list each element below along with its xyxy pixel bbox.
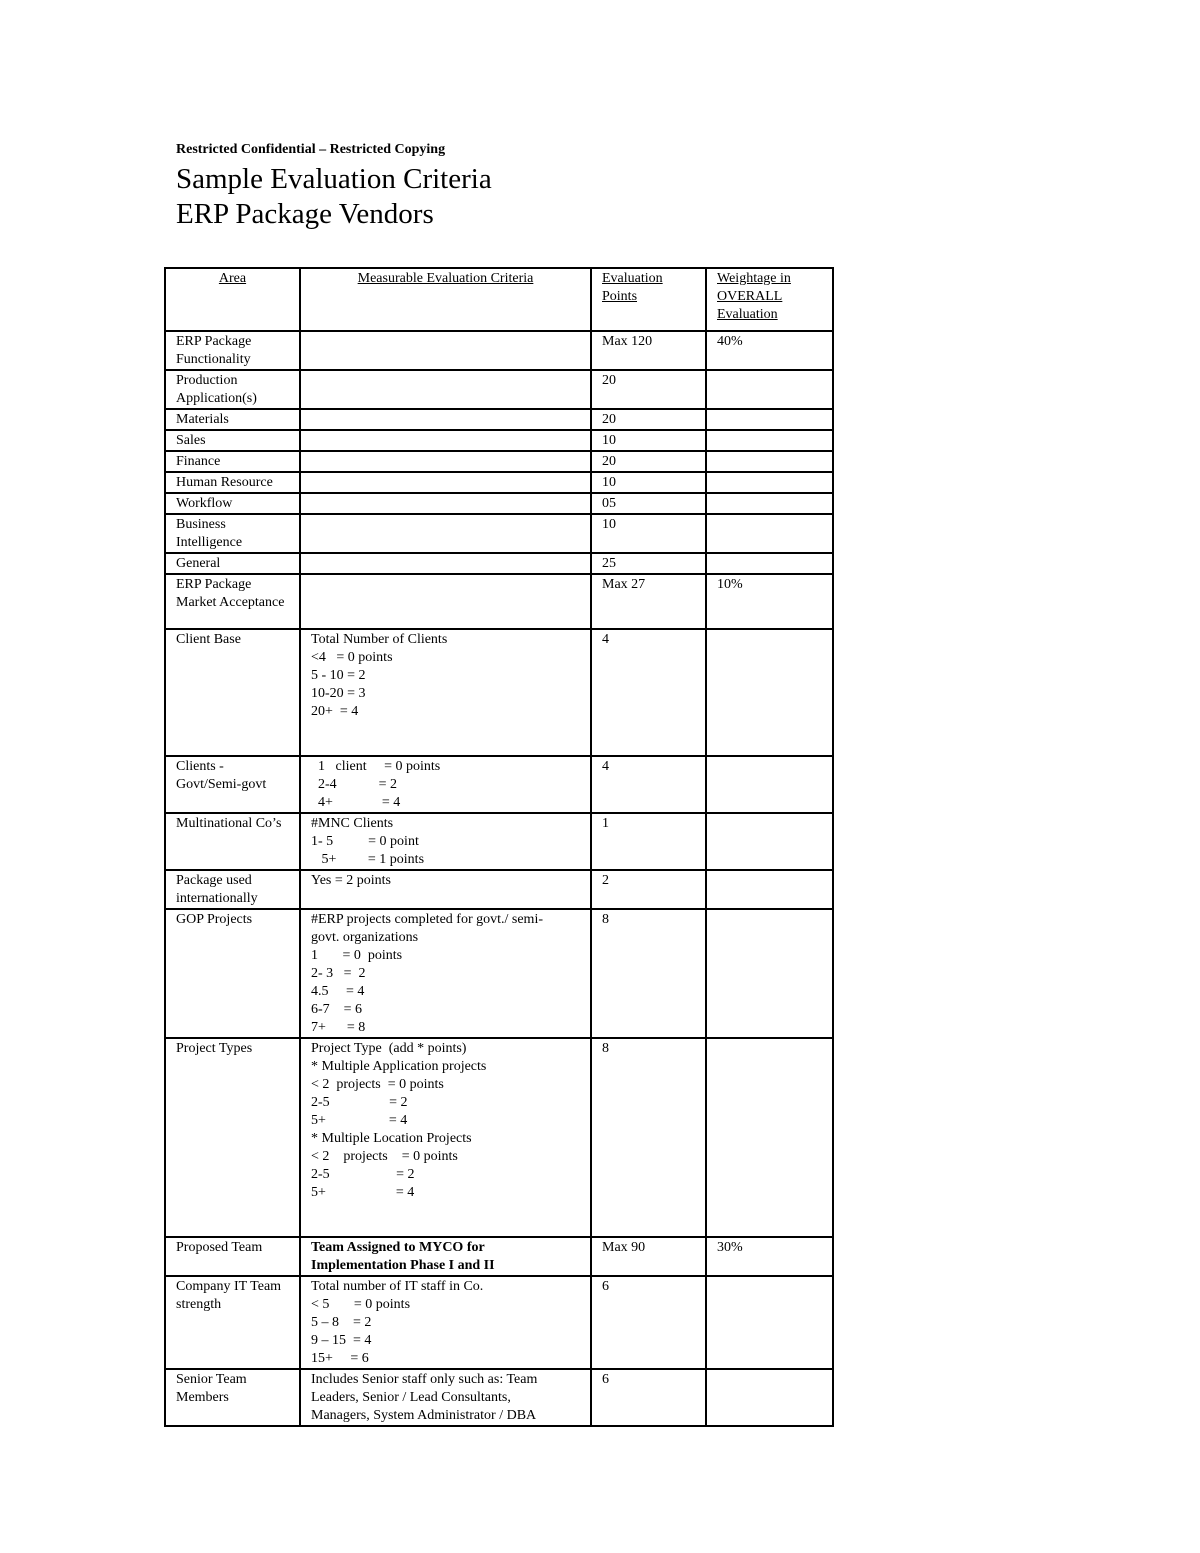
cell-area: Proposed Team [165, 1237, 300, 1276]
table-row [165, 409, 833, 430]
criteria-line: 5+ = 4 [311, 1113, 408, 1128]
criteria-line: 1 client = 0 points [311, 759, 441, 774]
cell-area: Package used internationally [165, 870, 300, 909]
criteria-line: govt. organizations [311, 930, 419, 945]
criteria-line: 2-5 = 2 [311, 1167, 415, 1182]
cell-points: Max 27 [591, 574, 706, 629]
table-row [165, 909, 833, 1038]
cell-criteria [300, 1276, 591, 1369]
cell-area: Workflow [165, 493, 300, 514]
cell-criteria [300, 1038, 591, 1237]
cell-area: Finance [165, 451, 300, 472]
criteria-line: Managers, System Administrator / DBA [311, 1408, 537, 1423]
cell-criteria [300, 909, 591, 1038]
criteria-line: Leaders, Senior / Lead Consultants, [311, 1390, 511, 1405]
cell-area: GOP Projects [165, 909, 300, 1038]
cell-criteria [300, 331, 591, 370]
criteria-line: 4+ = 4 [311, 795, 401, 810]
table-row [165, 756, 833, 813]
cell-criteria [300, 430, 591, 451]
criteria-line: 6-7 = 6 [311, 1002, 363, 1017]
cell-points: 10 [591, 514, 706, 553]
cell-weightage [706, 553, 833, 574]
cell-points: 6 [591, 1369, 706, 1426]
criteria-line: 2-5 = 2 [311, 1095, 408, 1110]
cell-weightage [706, 1276, 833, 1369]
cell-criteria [300, 1369, 591, 1426]
cell-points: 05 [591, 493, 706, 514]
table-row [165, 1369, 833, 1426]
criteria-line: 5 - 10 = 2 [311, 668, 366, 683]
cell-weightage: 10% [706, 574, 833, 629]
criteria-line: 5+ = 4 [311, 1185, 415, 1200]
table-row [165, 430, 833, 451]
criteria-line: Includes Senior staff only such as: Team [311, 1372, 538, 1387]
table-row [165, 574, 833, 629]
criteria-line: Total number of IT staff in Co. [311, 1279, 484, 1294]
criteria-line: 7+ = 8 [311, 1020, 366, 1035]
cell-weightage [706, 514, 833, 553]
table-row [165, 514, 833, 553]
cell-weightage [706, 472, 833, 493]
cell-weightage [706, 451, 833, 472]
cell-points: 20 [591, 409, 706, 430]
criteria-line: 1- 5 = 0 point [311, 834, 419, 849]
criteria-line: Total Number of Clients [311, 632, 448, 647]
cell-points: 10 [591, 430, 706, 451]
cell-criteria [300, 451, 591, 472]
criteria-line: 2-4 = 2 [311, 777, 398, 792]
confidential-notice: Restricted Confidential – Restricted Copying [176, 142, 446, 157]
criteria-line: 1 = 0 points [311, 948, 403, 963]
column-header-weightage: Weightage in OVERALL Evaluation [706, 268, 833, 331]
cell-points: 2 [591, 870, 706, 909]
cell-area: General [165, 553, 300, 574]
criteria-line: 9 – 15 = 4 [311, 1333, 372, 1348]
criteria-line: 2- 3 = 2 [311, 966, 366, 981]
cell-weightage [706, 370, 833, 409]
column-header-points: Evaluation Points [591, 268, 706, 331]
column-header-area: Area [165, 268, 300, 331]
cell-area: Senior Team Members [165, 1369, 300, 1426]
cell-area: ERP Package Functionality [165, 331, 300, 370]
criteria-line: Implementation Phase I and II [311, 1258, 495, 1273]
criteria-line: 5+ = 1 points [311, 852, 425, 867]
cell-area: Materials [165, 409, 300, 430]
criteria-line: <4 = 0 points [311, 650, 393, 665]
cell-area: Human Resource [165, 472, 300, 493]
document-title-line1: Sample Evaluation Criteria [176, 163, 492, 195]
cell-points: Max 120 [591, 331, 706, 370]
cell-area: Clients - Govt/Semi-govt [165, 756, 300, 813]
cell-area: Production Application(s) [165, 370, 300, 409]
column-header-criteria: Measurable Evaluation Criteria [300, 268, 591, 331]
criteria-line: < 2 projects = 0 points [311, 1149, 458, 1164]
cell-area: Business Intelligence [165, 514, 300, 553]
cell-weightage [706, 756, 833, 813]
table-row [165, 1237, 833, 1276]
table-row [165, 870, 833, 909]
criteria-line: * Multiple Application projects [311, 1059, 487, 1074]
cell-criteria [300, 553, 591, 574]
criteria-line: 10-20 = 3 [311, 686, 366, 701]
cell-criteria [300, 629, 591, 756]
cell-area: Client Base [165, 629, 300, 756]
cell-weightage [706, 909, 833, 1038]
table-row [165, 493, 833, 514]
cell-area: ERP Package Market Acceptance [165, 574, 300, 629]
table-row [165, 1038, 833, 1237]
criteria-line: Team Assigned to MYCO for [311, 1240, 485, 1255]
cell-criteria [300, 574, 591, 629]
criteria-line: 4.5 = 4 [311, 984, 365, 999]
table-row [165, 813, 833, 870]
criteria-line: Project Type (add * points) [311, 1041, 467, 1056]
cell-weightage: 40% [706, 331, 833, 370]
criteria-line: 20+ = 4 [311, 704, 359, 719]
table-row [165, 472, 833, 493]
cell-weightage [706, 813, 833, 870]
cell-points: 4 [591, 629, 706, 756]
cell-area: Project Types [165, 1038, 300, 1237]
cell-criteria [300, 409, 591, 430]
cell-weightage [706, 870, 833, 909]
cell-criteria [300, 493, 591, 514]
cell-area: Company IT Team strength [165, 1276, 300, 1369]
criteria-line: < 5 = 0 points [311, 1297, 411, 1312]
table-body [165, 331, 833, 1426]
criteria-line: #ERP projects completed for govt./ semi- [311, 912, 543, 927]
criteria-line: * Multiple Location Projects [311, 1131, 472, 1146]
cell-criteria [300, 1237, 591, 1276]
cell-criteria [300, 756, 591, 813]
table-header-row [165, 268, 833, 331]
cell-criteria [300, 514, 591, 553]
cell-points: 20 [591, 451, 706, 472]
cell-area: Multinational Co’s [165, 813, 300, 870]
cell-weightage: 30% [706, 1237, 833, 1276]
cell-points: 4 [591, 756, 706, 813]
cell-points: 6 [591, 1276, 706, 1369]
table-row [165, 553, 833, 574]
table-row [165, 1276, 833, 1369]
cell-points: 10 [591, 472, 706, 493]
table-row [165, 629, 833, 756]
criteria-line: 15+ = 6 [311, 1351, 369, 1366]
cell-points: 25 [591, 553, 706, 574]
criteria-line: #MNC Clients [311, 816, 394, 831]
evaluation-criteria-table [164, 267, 834, 1427]
cell-area: Sales [165, 430, 300, 451]
table-row [165, 451, 833, 472]
cell-points: 20 [591, 370, 706, 409]
cell-criteria [300, 370, 591, 409]
cell-weightage [706, 493, 833, 514]
cell-weightage [706, 1369, 833, 1426]
cell-weightage [706, 409, 833, 430]
criteria-line: < 2 projects = 0 points [311, 1077, 444, 1092]
table-row [165, 331, 833, 370]
cell-weightage [706, 430, 833, 451]
cell-points: Max 90 [591, 1237, 706, 1276]
document-title-line2: ERP Package Vendors [176, 198, 434, 230]
cell-criteria [300, 472, 591, 493]
cell-weightage [706, 1038, 833, 1237]
criteria-line: 5 – 8 = 2 [311, 1315, 372, 1330]
cell-points: 8 [591, 1038, 706, 1237]
cell-points: 1 [591, 813, 706, 870]
cell-weightage [706, 629, 833, 756]
table-row [165, 370, 833, 409]
criteria-line: Yes = 2 points [311, 873, 391, 888]
cell-criteria [300, 813, 591, 870]
cell-criteria [300, 870, 591, 909]
cell-points: 8 [591, 909, 706, 1038]
